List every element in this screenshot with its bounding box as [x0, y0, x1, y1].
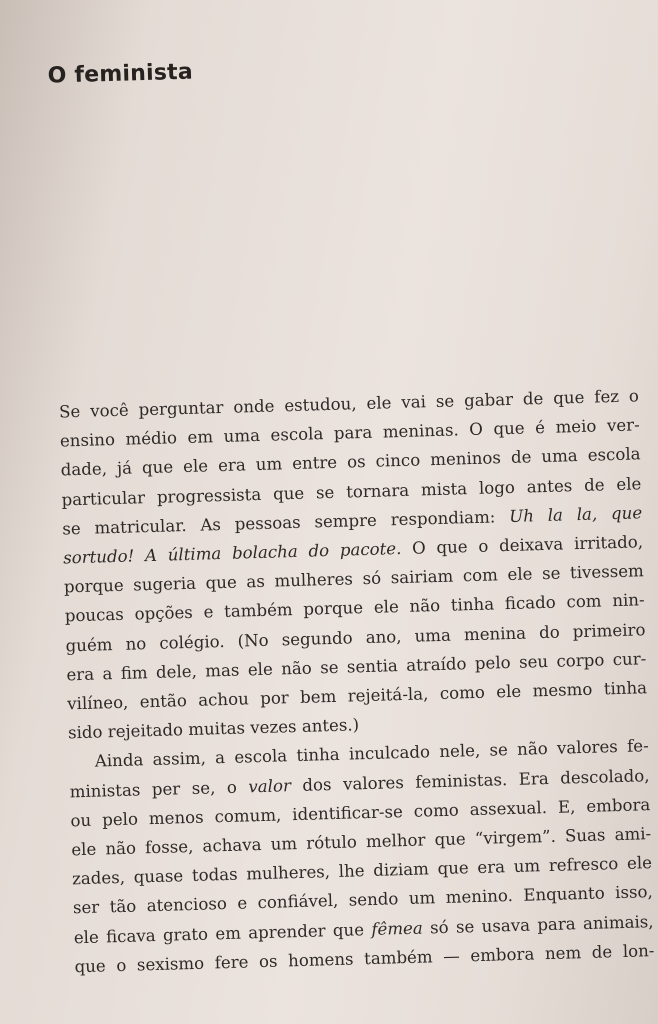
italic-run: Uh la la, que	[508, 503, 643, 526]
text-run: ou pelo menos comum, identificar-se como assexual. E, embora	[70, 794, 651, 831]
text-run: Se você perguntar onde estudou, ele vai se gabar de que fez o	[58, 386, 640, 422]
text-run: ser tão atencioso e confiável, sendo um menino. Enquanto isso,	[72, 882, 654, 918]
text-run: poucas opções e também porque ele não tinha ficado com nin-	[64, 590, 645, 626]
text-run: ensino médio em uma escola para meninas. O que é meio ver-	[59, 415, 640, 451]
italic-run: sortudo! A última bolacha do pacote.	[62, 539, 402, 568]
italic-run: valor	[248, 775, 292, 796]
text-run: sido rejeitado muitas vezes antes.)	[67, 715, 360, 743]
body-text	[59, 381, 655, 981]
text-run: que o sexismo fere os homens também — embora nem de lon-	[74, 940, 655, 977]
text-run: O que o deixava irritado,	[401, 532, 644, 559]
text-run: zades, quase todas mulheres, lhe diziam que era um refresco ele	[71, 853, 653, 889]
text-run: vilíneo, então achou por bem rejeitá-la, como ele mesmo tinha	[66, 678, 648, 714]
text-run: ministas per se, o	[69, 777, 249, 801]
text-run: porque sugeria que as mulheres só sairiam com ele se tivessem	[63, 561, 645, 597]
text-run: ele não fosse, achava um rótulo melhor que “virgem”. Suas ami-	[71, 824, 652, 860]
text-run: particular progressista que se tornara mista logo antes de ele	[61, 473, 642, 510]
text-run: dade, já que ele era um entre os cinco meninos de uma escola	[60, 444, 641, 480]
text-run: ele ficava grato em aprender que	[73, 919, 372, 947]
chapter-title: O feminista	[47, 59, 194, 89]
text-run: se matricular. As pessoas sempre respondiam:	[62, 506, 510, 539]
text-run: só se usava para animais,	[422, 911, 654, 938]
text-run: Ainda assim, a escola tinha inculcado nele, se não valores fe-	[94, 736, 649, 772]
text-run: era a fim dele, mas ele não se sentia atraído pelo seu corpo cur-	[66, 649, 647, 685]
text-run: dos valores feministas. Era descolado,	[290, 765, 650, 795]
text-run: guém no colégio. (No segundo ano, uma menina do primeiro	[65, 619, 646, 656]
italic-run: fêmea	[371, 918, 424, 939]
